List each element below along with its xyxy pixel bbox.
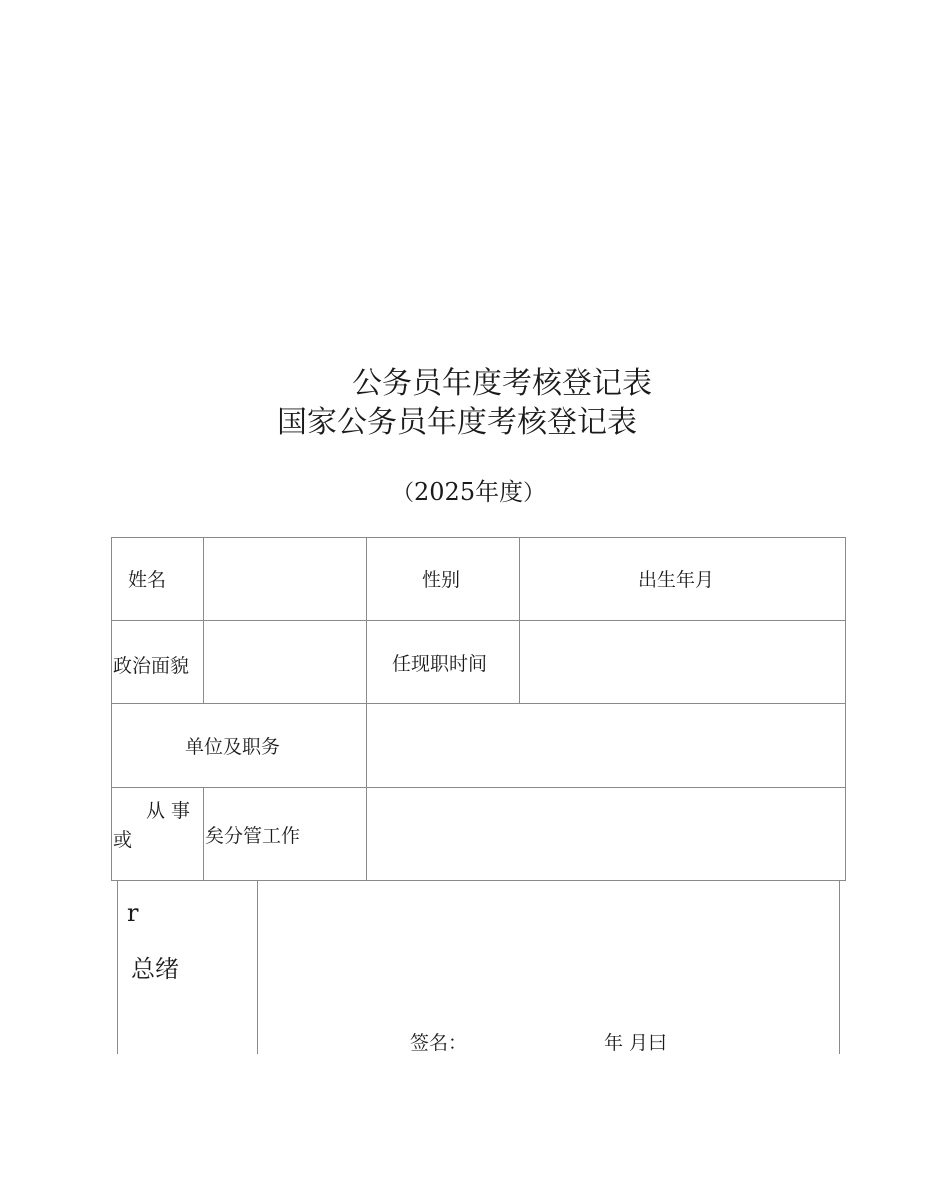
name-field[interactable] — [204, 538, 366, 620]
unit-position-field[interactable] — [367, 704, 845, 787]
birth-label: 出生年月 — [638, 569, 715, 591]
date-label: 年 月曰 — [604, 1032, 668, 1054]
summary-border-left — [117, 880, 118, 1054]
summary-border-right — [839, 880, 840, 1054]
table-border-left — [111, 537, 112, 881]
work-field[interactable] — [367, 788, 845, 880]
year-text: 2025年度 — [414, 478, 524, 506]
year-close-paren: ） — [523, 481, 546, 506]
current-post-time-field[interactable] — [520, 621, 845, 703]
form-title-line-2: 国家公务员年度考核登记表 — [277, 405, 637, 440]
table-border-right — [845, 537, 846, 881]
form-title-line-1: 公务员年度考核登记表 — [352, 366, 652, 401]
year-open-paren: （ — [392, 481, 415, 506]
summary-mark: r — [127, 899, 139, 927]
form-year — [392, 476, 545, 510]
work-label-part1: 从 事 — [146, 800, 191, 822]
summary-field[interactable] — [258, 881, 839, 1021]
political-status-label: 政治面貌 — [113, 655, 190, 677]
current-post-time-label: 任现职时间 — [392, 653, 488, 675]
name-label: 姓名 — [128, 569, 167, 591]
gender-label: 性别 — [422, 569, 461, 591]
signature-label: 签名： — [410, 1032, 468, 1054]
unit-position-label: 单位及职务 — [185, 736, 281, 758]
summary-label: 总绪 — [131, 955, 179, 983]
political-status-field[interactable] — [204, 621, 366, 703]
work-label-part3: 矣分管工作 — [205, 825, 301, 847]
col-divider-a-row4 — [203, 787, 204, 881]
work-label-part2: 或 — [113, 829, 133, 851]
